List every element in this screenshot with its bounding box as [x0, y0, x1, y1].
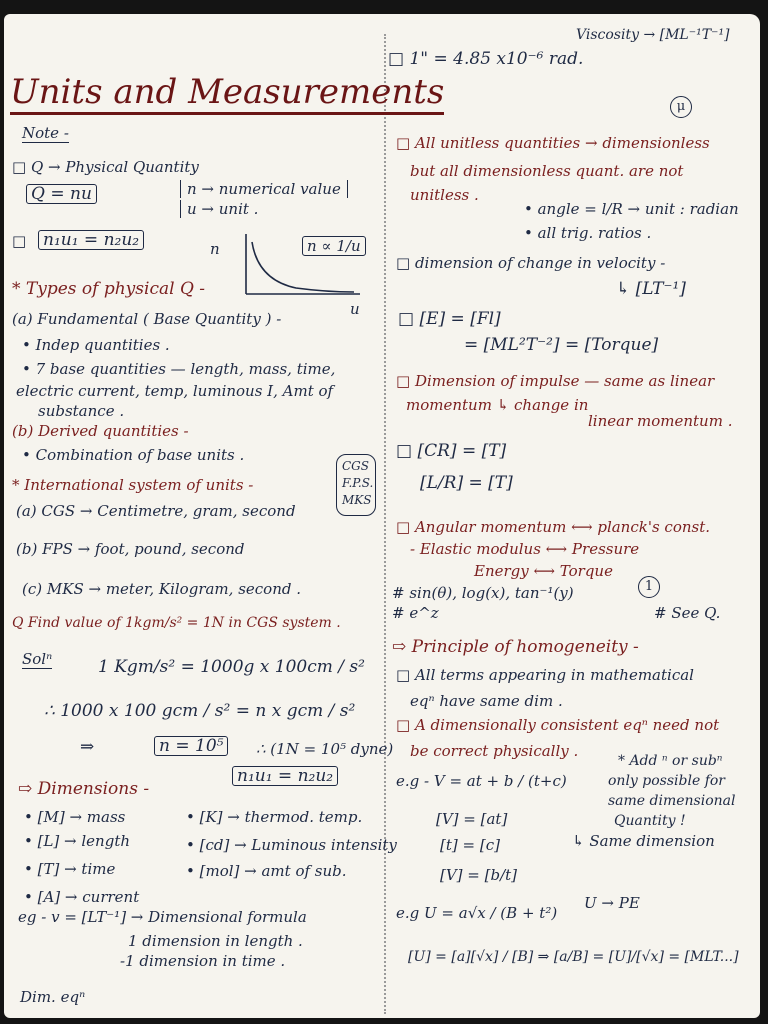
combination-base-units: • Combination of base units .: [22, 446, 245, 464]
one-dim-length: 1 dimension in length .: [128, 932, 303, 950]
v-equals-b-over-t: [V] = [b/t]: [440, 866, 518, 884]
cgs-fps-mks-list: [342, 458, 373, 509]
physical-quantity-def: □ Q → Physical Quantity: [12, 158, 199, 176]
fundamental-heading: (a) Fundamental ( Base Quantity ) -: [12, 310, 282, 328]
dimensional-equation-label: Dim. eqⁿ: [20, 988, 86, 1006]
v-equals-at: [V] = [at]: [436, 810, 508, 828]
energy-torque-pair: Energy ⟷ Torque: [474, 562, 613, 580]
cr-dim: □ [CR] = [T]: [396, 441, 507, 461]
add-sub-note-2: only possible for: [608, 773, 725, 789]
cgs-stack-item: MKS: [342, 493, 372, 507]
solution-label: Solⁿ: [22, 650, 53, 668]
unitless-line2: but all dimensionless quant. are not: [410, 162, 684, 180]
minus-one-dim-time: -1 dimension in time .: [120, 952, 286, 970]
consistency-line2: be correct physically .: [410, 742, 579, 760]
trig-ratios: • all trig. ratios .: [524, 224, 652, 242]
cgs-stack-item: CGS: [342, 459, 369, 473]
arc-second-note: □ 1" = 4.85 x10⁻⁶ rad.: [388, 49, 584, 69]
dim-length: • [L] → length: [24, 832, 131, 850]
dim-temp: • [K] → thermod. temp.: [186, 808, 363, 826]
energy-dim-2: = [ML²T⁻²] = [Torque]: [464, 335, 659, 355]
dim-mole: • [mol] → amt of sub.: [186, 862, 347, 880]
add-sub-note-1: * Add ⁿ or subⁿ: [618, 753, 723, 769]
solution-result-box: n = 10⁵: [154, 736, 228, 756]
elastic-modulus-pair: - Elastic modulus ⟷ Pressure: [410, 540, 640, 558]
base-quantities-line1: • 7 base quantities — length, mass, time,: [22, 360, 336, 378]
notebook-page: [4, 14, 760, 1018]
change-velocity-result: ↳ [LT⁻¹]: [616, 279, 686, 299]
example-velocity: eg - v = [LT⁻¹] → Dimensional formula: [18, 908, 307, 926]
mks-system: (c) MKS → meter, Kilogram, second .: [22, 580, 301, 598]
n-proportional-box: n ∝ 1/u: [302, 236, 366, 256]
example-potential-energy: e.g U = a√x / (B + t²): [396, 904, 558, 922]
u-pe-note: U → PE: [584, 894, 640, 912]
types-heading: * Types of physical Q -: [12, 279, 206, 299]
consistency-line1: □ A dimensionally consistent eqⁿ need not: [396, 716, 720, 734]
mu-circle: μ: [670, 96, 692, 118]
solution-eq1: 1 Kgm/s² = 1000g x 100cm / s²: [98, 657, 365, 677]
dim-luminous: • [cd] → Luminous intensity: [186, 836, 397, 854]
dimensionless-functions: # sin(θ), log(x), tan⁻¹(y): [392, 584, 574, 602]
n-def: n → numerical value: [180, 180, 348, 198]
column-divider: [384, 34, 386, 1014]
base-quantities-line2: electric current, temp, luminous I, Amt of: [16, 382, 334, 400]
angle-unit: • angle = l/R → unit : radian: [524, 200, 739, 218]
impulse-line3: linear momentum .: [588, 412, 733, 430]
n1u1-bullet: □: [12, 232, 27, 250]
cgs-stack-item: F.P.S.: [342, 476, 374, 490]
impulse-line2: momentum ↳ change in: [406, 396, 589, 414]
viscosity-note: Viscosity → [ML⁻¹T⁻¹]: [576, 27, 730, 43]
note-heading: Note -: [22, 124, 69, 142]
cgs-system: (a) CGS → Centimetre, gram, second: [16, 502, 296, 520]
exponential-note: # e^z: [392, 604, 439, 622]
lr-dim: [L/R] = [T]: [420, 473, 513, 493]
same-dimension-note: ↳ Same dimension: [572, 832, 715, 850]
n1u1-box-2: n₁u₁ = n₂u₂: [232, 766, 338, 786]
pe-dimension-derivation: [U] = [a][√x] / [B] ⇒ [a/B] = [U]/[√x] = [MLT...]: [408, 949, 739, 965]
solution-eq2: ∴ 1000 x 100 gcm / s² = n x gcm / s²: [44, 701, 356, 721]
page-title: Units and Measurements: [10, 72, 444, 115]
solution-arrow: ⇒: [80, 737, 95, 757]
change-velocity-heading: □ dimension of change in velocity -: [396, 254, 666, 272]
dimension-one-circle: 1: [638, 576, 660, 598]
example-homogeneity: e.g - V = at + b / (t+c): [396, 772, 567, 790]
t-equals-c: [t] = [c]: [440, 836, 500, 854]
si-heading: * International system of units -: [12, 476, 254, 494]
graph-u-label: u: [350, 300, 360, 318]
see-question-note: # See Q.: [654, 604, 721, 622]
dim-time: • [T] → time: [24, 860, 116, 878]
dim-current: • [A] → current: [24, 888, 140, 906]
graph-n-label: n: [210, 240, 220, 258]
homogeneity-line1: □ All terms appearing in mathematical: [396, 666, 694, 684]
dimensions-heading: ⇨ Dimensions -: [18, 779, 150, 799]
q-eq-box: Q = nu: [26, 184, 97, 204]
n1u1-box: n₁u₁ = n₂u₂: [38, 230, 144, 250]
unitless-line1: □ All unitless quantities → dimensionless: [396, 134, 710, 152]
dim-mass: • [M] → mass: [24, 808, 126, 826]
question-find-value: Q Find value of 1kgm/s² = 1N in CGS system .: [12, 615, 341, 631]
angular-momentum-pair: □ Angular momentum ⟷ planck's const.: [396, 518, 711, 536]
indep-quantities: • Indep quantities .: [22, 336, 170, 354]
base-quantities-line3: substance .: [38, 402, 125, 420]
derived-heading: (b) Derived quantities -: [12, 422, 189, 440]
newton-dyne-note: ∴ (1N = 10⁵ dyne): [256, 740, 394, 758]
add-sub-note-3: same dimensional: [608, 793, 736, 809]
homogeneity-heading: ⇨ Principle of homogeneity -: [392, 637, 639, 657]
u-def: u → unit .: [180, 200, 264, 218]
fps-system: (b) FPS → foot, pound, second: [16, 540, 245, 558]
add-sub-note-4: Quantity !: [614, 813, 686, 829]
energy-dim-1: □ [E] = [Fl]: [398, 309, 501, 329]
unitless-line3: unitless .: [410, 186, 479, 204]
homogeneity-line2: eqⁿ have same dim .: [410, 692, 563, 710]
impulse-line1: □ Dimension of impulse — same as linear: [396, 372, 715, 390]
